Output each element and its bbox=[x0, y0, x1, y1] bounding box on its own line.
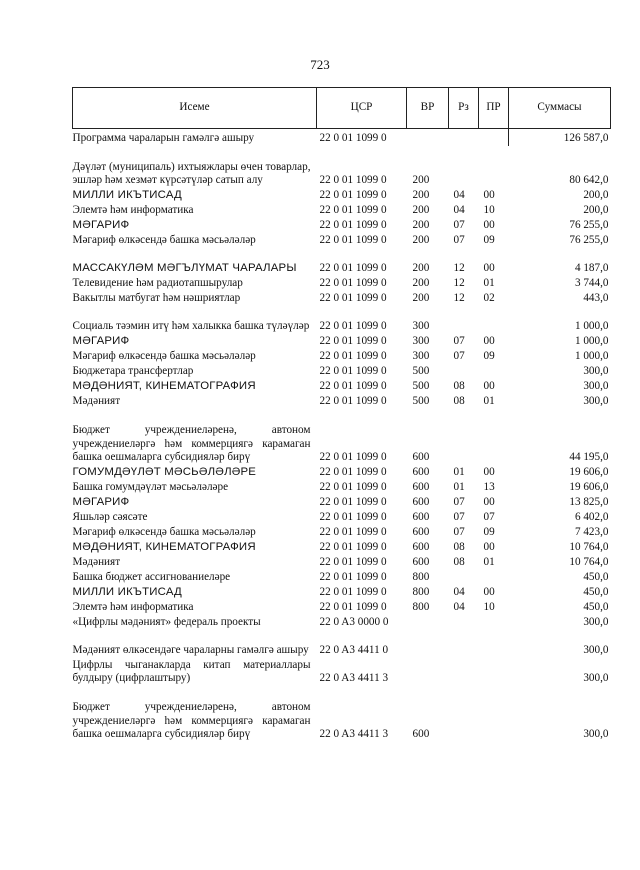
cell-csr: 22 0 01 1099 0 bbox=[319, 174, 387, 187]
table-row bbox=[73, 495, 611, 510]
cell-name: МАССАКҮЛӘМ МӘГЪЛҮМАТ ЧАРАЛАРЫ bbox=[72, 262, 297, 275]
cell-sum: 450,0 bbox=[583, 586, 609, 599]
cell-csr: 22 0 01 1099 0 bbox=[319, 395, 387, 408]
cell-pr: 09 bbox=[483, 350, 495, 363]
table-row bbox=[73, 510, 611, 525]
cell-sum: 19 606,0 bbox=[569, 481, 609, 494]
cell-sum: 76 255,0 bbox=[569, 234, 609, 247]
header-vr: ВР bbox=[407, 88, 449, 129]
cell-name: ГОМУМДӘҮЛӘТ МӘСЬӘЛӘЛӘРЕ bbox=[72, 466, 257, 479]
cell-name: Элемтә һәм информатика bbox=[72, 204, 194, 217]
cell-rz bbox=[449, 364, 479, 379]
table-row bbox=[73, 615, 611, 630]
cell-vr: 600 bbox=[412, 451, 430, 464]
cell-sum: 44 195,0 bbox=[569, 451, 609, 464]
cell-name: Бюджетара трансфертлар bbox=[72, 365, 194, 378]
table-row bbox=[73, 394, 611, 409]
table-row bbox=[73, 480, 611, 495]
cell-sum: 76 255,0 bbox=[569, 219, 609, 232]
cell-name: Мәгариф өлкәсендә башка мәсьәләләр bbox=[72, 350, 256, 363]
cell-pr: 00 bbox=[483, 466, 495, 479]
cell-vr: 600 bbox=[412, 466, 430, 479]
cell-name: Вакытлы матбугат һәм нәшриятлар bbox=[72, 292, 241, 305]
cell-name: Мәдәният өлкәсендәге чараларны гамәлгә ашыру bbox=[72, 644, 309, 657]
cell-csr: 22 0 01 1099 0 bbox=[319, 511, 387, 524]
header-rz: Рз bbox=[449, 88, 479, 129]
cell-pr: 07 bbox=[483, 511, 495, 524]
table-body bbox=[73, 129, 611, 743]
table-row bbox=[73, 570, 611, 585]
cell-sum: 300,0 bbox=[583, 644, 609, 657]
cell-pr: 10 bbox=[483, 204, 495, 217]
cell-pr: 01 bbox=[483, 277, 495, 290]
cell-sum: 10 764,0 bbox=[569, 541, 609, 554]
cell-rz: 04 bbox=[453, 189, 465, 202]
table-row bbox=[73, 291, 611, 306]
table-row bbox=[73, 349, 611, 364]
cell-vr: 500 bbox=[412, 365, 430, 378]
cell-rz: 08 bbox=[453, 541, 465, 554]
cell-sum: 7 423,0 bbox=[574, 526, 609, 539]
cell-sum: 300,0 bbox=[583, 395, 609, 408]
cell-name: Мәдәният bbox=[72, 556, 121, 569]
cell-sum: 1 000,0 bbox=[574, 350, 609, 363]
cell-rz bbox=[449, 615, 479, 630]
cell-csr: 22 0 01 1099 0 bbox=[319, 365, 387, 378]
table-row bbox=[73, 146, 611, 188]
cell-pr bbox=[479, 570, 509, 585]
cell-sum: 1 000,0 bbox=[574, 320, 609, 333]
cell-name: Социаль тәэмин итү һәм халыкка башка түләүләр bbox=[72, 320, 310, 333]
table-row bbox=[73, 409, 611, 465]
cell-name: Яшьләр сәясәте bbox=[72, 511, 148, 524]
cell-csr: 22 0 01 1099 0 bbox=[319, 601, 387, 614]
cell-sum: 300,0 bbox=[583, 672, 609, 685]
cell-pr: 01 bbox=[483, 395, 495, 408]
cell-csr: 22 0 01 1099 0 bbox=[319, 556, 387, 569]
cell-csr: 22 0 01 1099 0 bbox=[319, 277, 387, 290]
cell-rz bbox=[449, 146, 479, 188]
cell-pr bbox=[479, 146, 509, 188]
cell-name: Элемтә һәм информатика bbox=[72, 601, 194, 614]
cell-vr: 200 bbox=[412, 204, 430, 217]
cell-sum: 10 764,0 bbox=[569, 556, 609, 569]
table-row bbox=[73, 129, 611, 147]
cell-vr: 200 bbox=[412, 292, 430, 305]
cell-vr: 300 bbox=[412, 335, 430, 348]
budget-table bbox=[72, 87, 611, 742]
cell-csr: 22 0 01 1099 0 bbox=[319, 204, 387, 217]
cell-vr bbox=[407, 615, 449, 630]
cell-name: МӘДӘНИЯТ, КИНЕМАТОГРАФИЯ bbox=[72, 380, 256, 393]
cell-pr: 09 bbox=[483, 526, 495, 539]
table-row bbox=[73, 525, 611, 540]
cell-name: Дәүләт (муниципаль) ихтыяжлары өчен товарлар, эшләр һәм хезмәт күрсәтүләр сатып алу bbox=[72, 160, 311, 187]
cell-csr: 22 0 A3 4411 3 bbox=[319, 728, 389, 741]
table-row bbox=[73, 540, 611, 555]
cell-rz: 07 bbox=[453, 511, 465, 524]
cell-pr: 00 bbox=[483, 496, 495, 509]
cell-name: МИЛЛИ ИКЪТИСАД bbox=[72, 189, 182, 202]
cell-rz bbox=[449, 658, 479, 686]
cell-pr: 00 bbox=[483, 262, 495, 275]
header-name: Исеме bbox=[73, 88, 317, 129]
cell-rz: 07 bbox=[453, 335, 465, 348]
cell-vr: 200 bbox=[412, 219, 430, 232]
cell-sum: 126 587,0 bbox=[509, 129, 611, 147]
cell-rz: 07 bbox=[453, 219, 465, 232]
cell-rz: 08 bbox=[453, 556, 465, 569]
cell-name: Мәгариф өлкәсендә башка мәсьәләләр bbox=[72, 526, 256, 539]
cell-rz bbox=[449, 630, 479, 658]
cell-rz: 07 bbox=[453, 234, 465, 247]
cell-vr: 300 bbox=[412, 320, 430, 333]
cell-csr: 22 0 01 1099 0 bbox=[319, 234, 387, 247]
cell-csr: 22 0 01 1099 0 bbox=[319, 481, 387, 494]
cell-vr: 600 bbox=[412, 481, 430, 494]
cell-pr: 00 bbox=[483, 380, 495, 393]
cell-vr: 600 bbox=[412, 728, 430, 741]
cell-csr: 22 0 01 1099 0 bbox=[319, 335, 387, 348]
header-pr: ПР bbox=[479, 88, 509, 129]
cell-rz: 07 bbox=[453, 350, 465, 363]
cell-csr: 22 0 01 1099 0 bbox=[319, 586, 387, 599]
cell-rz bbox=[449, 409, 479, 465]
cell-pr bbox=[479, 409, 509, 465]
cell-sum: 300,0 bbox=[583, 616, 609, 629]
cell-csr: 22 0 01 1099 0 bbox=[319, 219, 387, 232]
cell-rz: 07 bbox=[453, 526, 465, 539]
cell-name: МӘГАРИФ bbox=[72, 335, 130, 348]
cell-vr: 300 bbox=[412, 350, 430, 363]
table-row bbox=[73, 276, 611, 291]
cell-sum: 80 642,0 bbox=[569, 174, 609, 187]
table-row bbox=[73, 203, 611, 218]
cell-pr: 00 bbox=[483, 541, 495, 554]
cell-vr: 200 bbox=[412, 234, 430, 247]
cell-csr: 22 0 01 1099 0 bbox=[319, 350, 387, 363]
cell-csr: 22 0 01 1099 0 bbox=[319, 541, 387, 554]
cell-rz bbox=[449, 570, 479, 585]
cell-pr bbox=[479, 364, 509, 379]
table-row bbox=[73, 334, 611, 349]
cell-sum: 13 825,0 bbox=[569, 496, 609, 509]
cell-pr: 01 bbox=[483, 556, 495, 569]
cell-rz bbox=[449, 306, 479, 334]
cell-rz: 12 bbox=[453, 277, 465, 290]
cell-vr bbox=[407, 129, 449, 147]
table-row bbox=[73, 630, 611, 658]
cell-vr: 500 bbox=[412, 380, 430, 393]
cell-vr: 200 bbox=[412, 262, 430, 275]
cell-vr: 800 bbox=[412, 571, 430, 584]
cell-vr: 200 bbox=[412, 189, 430, 202]
cell-pr: 00 bbox=[483, 335, 495, 348]
cell-name: Мәдәният bbox=[72, 395, 121, 408]
cell-vr: 600 bbox=[412, 526, 430, 539]
cell-csr: 22 0 01 1099 0 bbox=[319, 526, 387, 539]
cell-csr: 22 0 01 1099 0 bbox=[319, 262, 387, 275]
cell-name: «Цифрлы мәдәният» федераль проекты bbox=[72, 616, 261, 629]
cell-sum: 3 744,0 bbox=[574, 277, 609, 290]
header-sum: Суммасы bbox=[509, 88, 611, 129]
cell-vr bbox=[407, 658, 449, 686]
cell-csr: 22 0 01 1099 0 bbox=[319, 292, 387, 305]
cell-rz: 04 bbox=[453, 601, 465, 614]
cell-csr: 22 0 01 1099 0 bbox=[319, 132, 387, 145]
cell-name: Мәгариф өлкәсендә башка мәсьәләләр bbox=[72, 234, 256, 247]
cell-vr: 600 bbox=[412, 511, 430, 524]
cell-csr: 22 0 A3 0000 0 bbox=[319, 616, 389, 629]
cell-name: Бюджет учреждениеләренә, автоном учреждениеләргә һәм коммерциягә карамаган башка оешмаларга субсидияләр бирү bbox=[72, 701, 311, 741]
cell-pr: 00 bbox=[483, 189, 495, 202]
cell-pr: 10 bbox=[483, 601, 495, 614]
cell-csr: 22 0 A3 4411 3 bbox=[319, 672, 389, 685]
cell-vr: 600 bbox=[412, 556, 430, 569]
cell-pr: 09 bbox=[483, 234, 495, 247]
cell-name: Цифрлы чыганакларда китап материаллары булдыру (цифрлаштыру) bbox=[72, 658, 311, 685]
table-row bbox=[73, 233, 611, 248]
cell-rz: 01 bbox=[453, 481, 465, 494]
table-row bbox=[73, 465, 611, 480]
cell-rz: 07 bbox=[453, 496, 465, 509]
cell-pr: 13 bbox=[483, 481, 495, 494]
cell-vr: 200 bbox=[412, 174, 430, 187]
cell-csr: 22 0 01 1099 0 bbox=[319, 496, 387, 509]
cell-sum: 6 402,0 bbox=[574, 511, 609, 524]
cell-rz: 12 bbox=[453, 292, 465, 305]
cell-csr: 22 0 A3 4411 0 bbox=[319, 644, 389, 657]
cell-sum: 4 187,0 bbox=[574, 262, 609, 275]
cell-pr: 00 bbox=[483, 219, 495, 232]
cell-rz: 04 bbox=[453, 586, 465, 599]
cell-csr: 22 0 01 1099 0 bbox=[319, 189, 387, 202]
table-row bbox=[73, 248, 611, 276]
cell-pr bbox=[479, 630, 509, 658]
cell-sum: 450,0 bbox=[583, 571, 609, 584]
header-csr: ЦСР bbox=[317, 88, 407, 129]
cell-sum: 300,0 bbox=[583, 380, 609, 393]
cell-sum: 200,0 bbox=[583, 189, 609, 202]
cell-name: Башка гомумдәүләт мәсьәләләре bbox=[72, 481, 229, 494]
cell-vr: 500 bbox=[412, 395, 430, 408]
cell-pr bbox=[479, 615, 509, 630]
table-row bbox=[73, 585, 611, 600]
cell-name: Бюджет учреждениеләренә, автоном учреждениеләргә һәм коммерциягә карамаган башка оешмаларга субсидияләр бирү bbox=[72, 424, 311, 464]
cell-pr bbox=[479, 658, 509, 686]
cell-rz bbox=[449, 129, 479, 147]
cell-pr: 02 bbox=[483, 292, 495, 305]
cell-vr: 600 bbox=[412, 541, 430, 554]
table-row bbox=[73, 379, 611, 394]
cell-rz: 01 bbox=[453, 466, 465, 479]
cell-name: Башка бюджет ассигнованиеләре bbox=[72, 571, 231, 584]
table-row bbox=[73, 686, 611, 742]
cell-name: МӘДӘНИЯТ, КИНЕМАТОГРАФИЯ bbox=[72, 541, 256, 554]
cell-csr: 22 0 01 1099 0 bbox=[319, 571, 387, 584]
cell-sum: 300,0 bbox=[583, 365, 609, 378]
cell-pr bbox=[479, 686, 509, 742]
table-row bbox=[73, 555, 611, 570]
cell-vr: 200 bbox=[412, 277, 430, 290]
cell-vr: 800 bbox=[412, 586, 430, 599]
cell-name: Телевидение һәм радиотапшырулар bbox=[72, 277, 243, 290]
cell-sum: 200,0 bbox=[583, 204, 609, 217]
cell-name: МӘГАРИФ bbox=[72, 496, 130, 509]
cell-vr: 800 bbox=[412, 601, 430, 614]
cell-name: МӘГАРИФ bbox=[72, 219, 130, 232]
cell-rz: 08 bbox=[453, 380, 465, 393]
cell-csr: 22 0 01 1099 0 bbox=[319, 466, 387, 479]
table-row bbox=[73, 600, 611, 615]
cell-name: МИЛЛИ ИКЪТИСАД bbox=[72, 586, 182, 599]
cell-pr bbox=[479, 306, 509, 334]
table-row bbox=[73, 364, 611, 379]
table-row bbox=[73, 218, 611, 233]
cell-pr bbox=[479, 129, 509, 147]
table-row bbox=[73, 658, 611, 686]
cell-csr: 22 0 01 1099 0 bbox=[319, 451, 387, 464]
table-row bbox=[73, 306, 611, 334]
cell-csr: 22 0 01 1099 0 bbox=[319, 320, 387, 333]
cell-sum: 450,0 bbox=[583, 601, 609, 614]
table-row bbox=[73, 188, 611, 203]
page-number: 723 bbox=[310, 57, 330, 72]
cell-name: Программа чараларын гамәлгә ашыру bbox=[72, 132, 255, 145]
cell-rz bbox=[449, 686, 479, 742]
cell-vr: 600 bbox=[412, 496, 430, 509]
table-header bbox=[73, 88, 611, 129]
cell-rz: 12 bbox=[453, 262, 465, 275]
cell-sum: 19 606,0 bbox=[569, 466, 609, 479]
cell-sum: 443,0 bbox=[583, 292, 609, 305]
cell-rz: 04 bbox=[453, 204, 465, 217]
cell-pr: 00 bbox=[483, 586, 495, 599]
cell-vr bbox=[407, 630, 449, 658]
cell-sum: 300,0 bbox=[583, 728, 609, 741]
cell-sum: 1 000,0 bbox=[574, 335, 609, 348]
cell-csr: 22 0 01 1099 0 bbox=[319, 380, 387, 393]
cell-rz: 08 bbox=[453, 395, 465, 408]
